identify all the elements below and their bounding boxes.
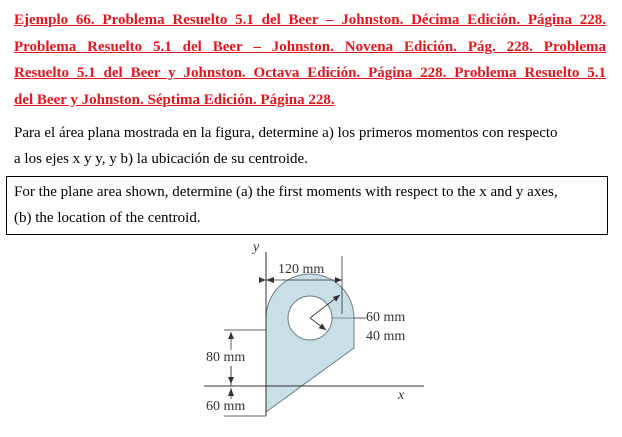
english-line-2: (b) the location of the centroid. xyxy=(14,210,201,226)
outer-radius-label: 60 mm xyxy=(366,310,406,325)
problem-heading xyxy=(14,7,606,113)
english-line-1: For the plane area shown, determine (a) the first moments with respect to the x and y axes, xyxy=(14,184,558,200)
heading-line-3: Resuelto 5.1 del Beer y Johnston. Octava Edición. Página 228. Problema Resuelto 5.1 xyxy=(14,65,606,81)
problem-statement-spanish xyxy=(14,120,614,172)
heading-line-2: Problema Resuelto 5.1 del Beer – Johnston. Novena Edición. Pág. 228. Problema xyxy=(14,38,606,55)
y-axis-label: y xyxy=(253,240,260,255)
width-dimension-label: 120 mm xyxy=(278,262,325,277)
inner-radius-label: 40 mm xyxy=(366,329,406,344)
problem-statement-english xyxy=(6,176,608,235)
lower-height-label: 60 mm xyxy=(206,399,246,414)
upper-height-label: 80 mm xyxy=(206,350,246,365)
heading-line-1: Ejemplo 66. Problema Resuelto 5.1 del Beer – Johnston. Décima Edición. Página 228. xyxy=(14,12,606,28)
heading-line-4: del Beer y Johnston. Séptima Edición. Página 228. xyxy=(14,91,335,108)
spanish-line-2: a los ejes x y y, y b) la ubicación de su centroide. xyxy=(14,151,308,167)
plate-shape xyxy=(266,274,354,412)
spanish-line-1: Para el área plana mostrada en la figura, determine a) los primeros momentos con respecto xyxy=(14,125,558,141)
centroid-figure xyxy=(190,238,430,434)
x-axis-label: x xyxy=(398,388,405,403)
